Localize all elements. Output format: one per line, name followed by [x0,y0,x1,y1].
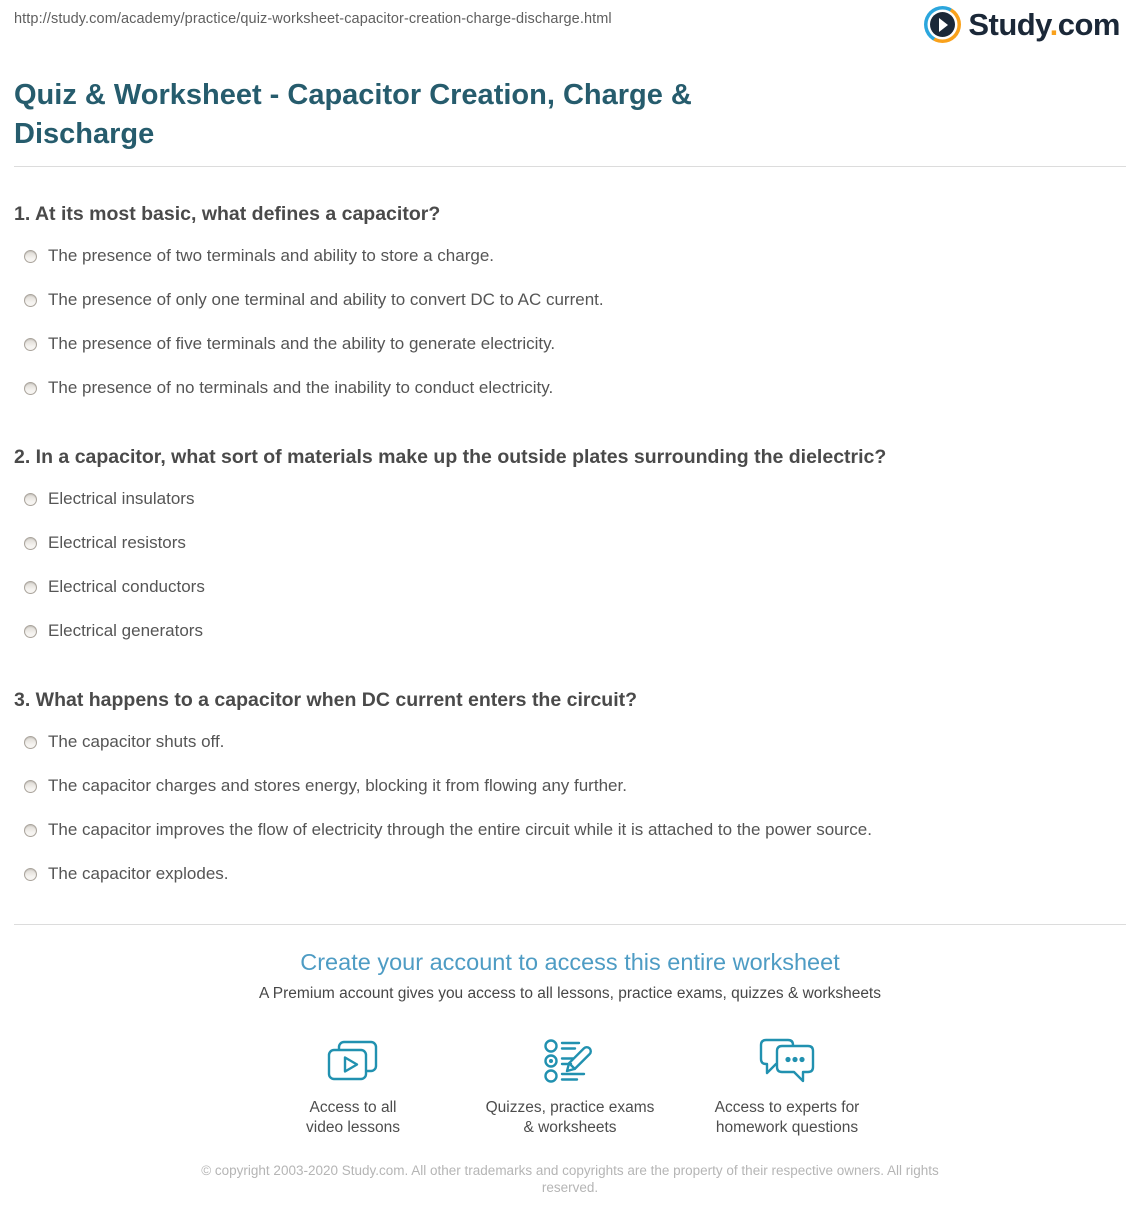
question-block-2 [14,446,1126,653]
answer-option-label[interactable]: The presence of only one terminal and ability to convert DC to AC current. [48,290,604,309]
answer-option-label[interactable]: The presence of no terminals and the inability to conduct electricity. [48,378,554,397]
page-url: http://study.com/academy/practice/quiz-worksheet-capacitor-creation-charge-discharge.html [14,11,612,27]
feature-label [462,1098,679,1138]
logo-dot: . [1049,7,1058,42]
play-icon [939,18,948,32]
question-text: 2. In a capacitor, what sort of materials make up the outside plates surrounding the dielectric? [14,446,887,468]
radio-button[interactable] [24,824,37,837]
feature-label-line1: Quizzes, practice exams [485,1099,655,1116]
question-text: 1. At its most basic, what defines a capacitor? [14,203,441,225]
answer-option-label[interactable]: The presence of five terminals and the ability to generate electricity. [48,334,556,353]
logo-wordmark [968,6,1120,43]
answer-option[interactable] [14,234,1126,278]
question-block-3 [14,689,1126,896]
answer-option[interactable] [14,852,1126,896]
cta-section [14,949,1126,1138]
feature-label-line1: Access to experts for [714,1099,860,1116]
feature-label-line1: Access to all [309,1099,397,1116]
feature-quizzes-worksheets [462,1031,679,1138]
answer-option-label[interactable]: The capacitor improves the flow of electricity through the entire circuit while it is attached to the power source. [48,820,872,839]
answer-option[interactable] [14,477,1126,521]
answer-option-label[interactable]: Electrical conductors [48,577,205,596]
feature-label [245,1098,462,1138]
studycom-logo[interactable] [924,6,1120,43]
premium-account-subtext: A Premium account gives you access to all lessons, practice exams, quizzes & worksheets [259,985,881,1002]
page-header [0,0,1140,62]
cta-divider [14,924,1126,925]
title-divider [14,166,1126,167]
worksheet-content [0,76,1140,1224]
radio-button[interactable] [24,338,37,351]
radio-button[interactable] [24,625,37,638]
question-text: 3. What happens to a capacitor when DC current enters the circuit? [14,689,638,711]
page-title: Quiz & Worksheet - Capacitor Creation, Charge & Discharge [14,79,692,150]
chat-experts-icon [756,1035,818,1085]
radio-button[interactable] [24,493,37,506]
logo-word-study: Study [968,7,1050,42]
answer-option[interactable] [14,565,1126,609]
radio-button[interactable] [24,250,37,263]
answer-option-label[interactable]: The presence of two terminals and ability to store a charge. [48,246,495,265]
studycom-play-logo-icon [924,6,961,43]
radio-button[interactable] [24,382,37,395]
feature-list [14,1031,1126,1138]
radio-button[interactable] [24,294,37,307]
video-lessons-icon [324,1037,382,1085]
answer-option[interactable] [14,808,1126,852]
feature-label-line2: video lessons [306,1119,400,1136]
radio-button[interactable] [24,581,37,594]
feature-label [679,1098,896,1138]
answer-option[interactable] [14,720,1126,764]
quizzes-worksheets-icon [543,1037,597,1085]
answer-option-label[interactable]: Electrical generators [48,621,203,640]
answer-option[interactable] [14,764,1126,808]
radio-button[interactable] [24,780,37,793]
feature-homework-help [679,1031,896,1138]
create-account-link[interactable]: Create your account to access this entire worksheet [300,949,840,975]
answer-option-label[interactable]: The capacitor charges and stores energy, blocking it from flowing any further. [48,776,627,795]
feature-video-lessons [245,1031,462,1138]
answer-option-label[interactable]: The capacitor shuts off. [48,732,225,751]
answer-option[interactable] [14,521,1126,565]
logo-word-com: com [1057,7,1120,42]
radio-button[interactable] [24,736,37,749]
copyright-notice: © copyright 2003-2020 Study.com. All other trademarks and copyrights are the property of their respective owners. All rights reserved. [201,1163,939,1195]
feature-label-line2: & worksheets [523,1119,617,1136]
answer-option[interactable] [14,278,1126,322]
answer-option-label[interactable]: Electrical insulators [48,489,195,508]
answer-option[interactable] [14,322,1126,366]
feature-label-line2: homework questions [715,1119,859,1136]
question-block-1 [14,203,1126,410]
answer-option-label[interactable]: The capacitor explodes. [48,864,229,883]
answer-option[interactable] [14,366,1126,410]
radio-button[interactable] [24,537,37,550]
radio-button[interactable] [24,868,37,881]
answer-option-label[interactable]: Electrical resistors [48,533,186,552]
answer-option[interactable] [14,609,1126,653]
